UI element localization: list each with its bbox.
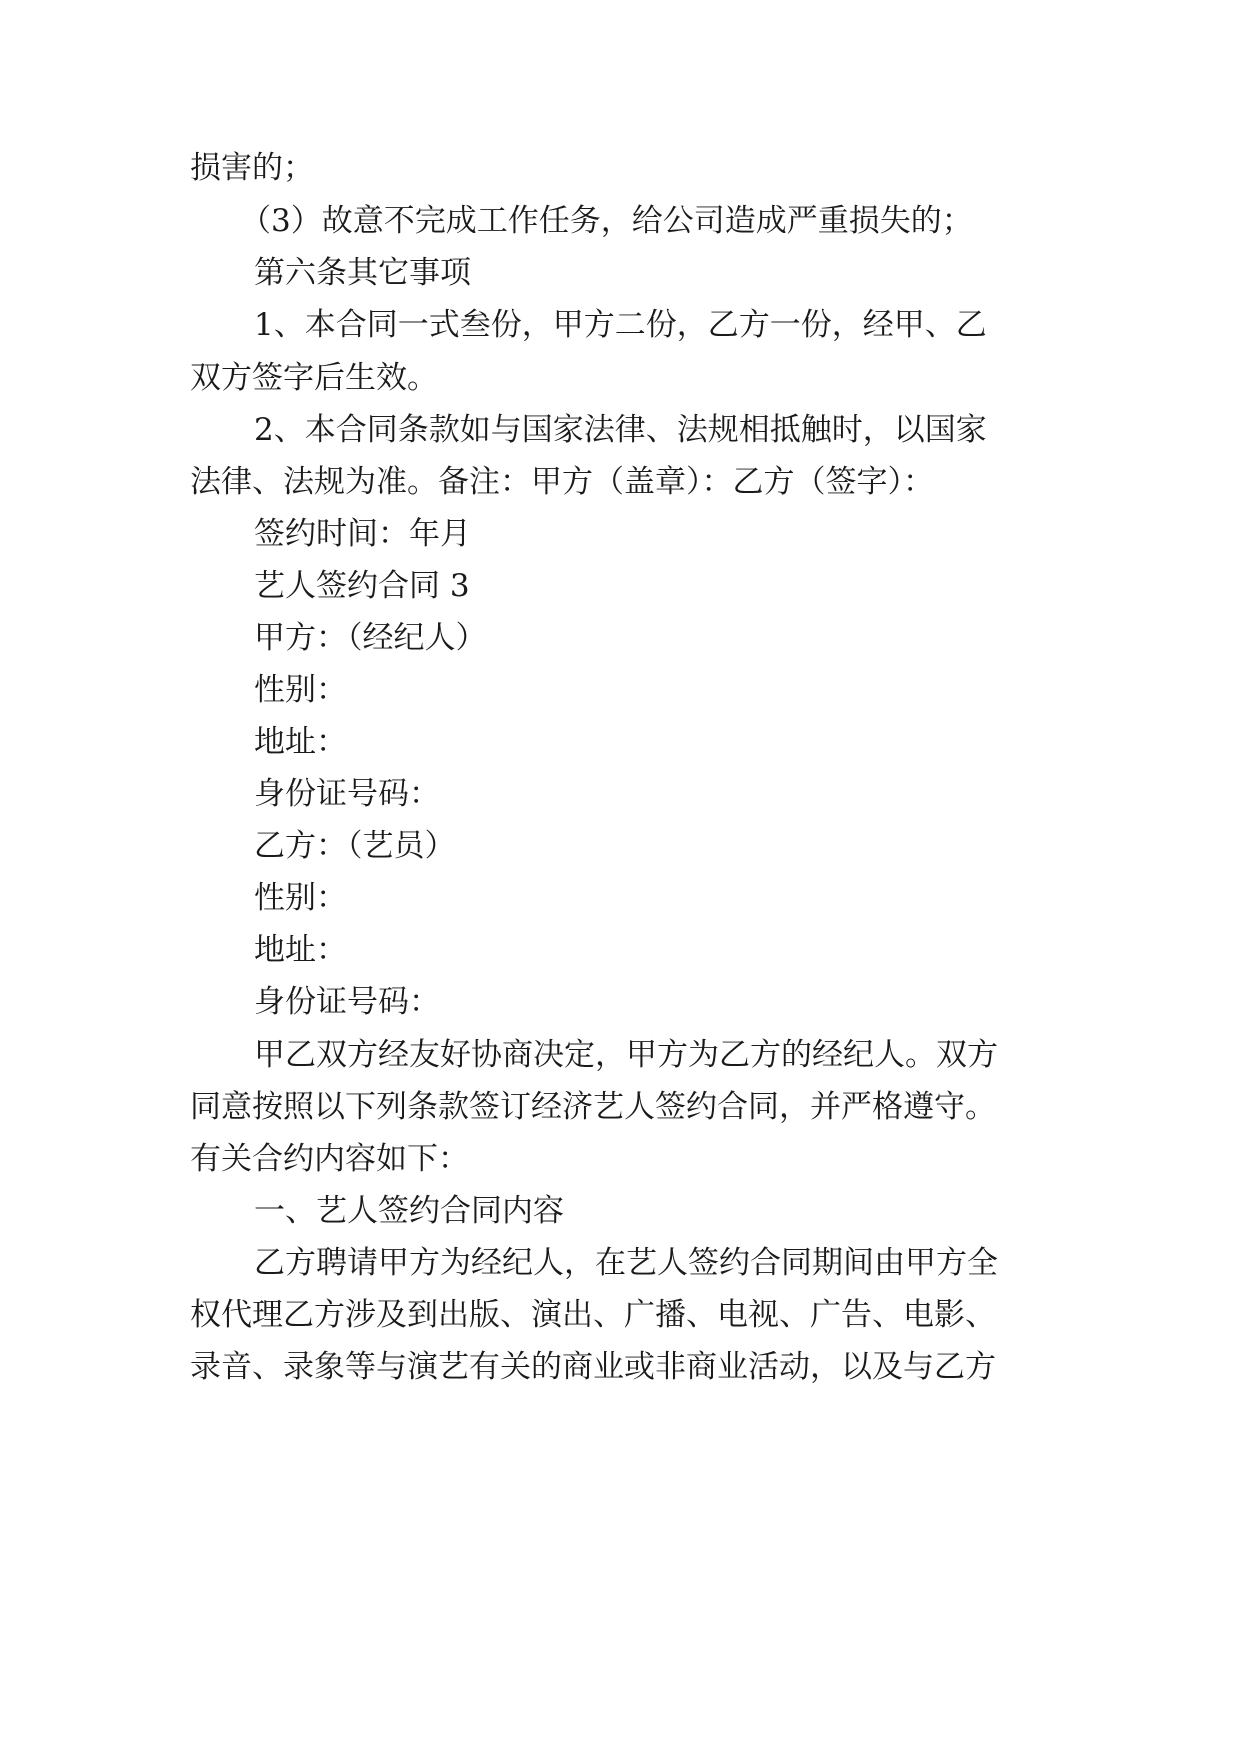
text-line: 1、本合同一式叁份，甲方二份，乙方一份，经甲、乙: [254, 307, 987, 343]
text-line: 法律、法规为准。备注：甲方（盖章）：乙方（签字）：: [190, 464, 934, 500]
text-line: 地址：: [254, 724, 347, 760]
text-line: 性别：: [254, 880, 347, 916]
text-line: 同意按照以下列条款签订经济艺人签约合同，并严格遵守。: [190, 1089, 996, 1125]
section-heading: 一、艺人签约合同内容: [254, 1193, 564, 1229]
text-line: 签约时间：年月: [254, 516, 471, 552]
text-line: 损害的；: [190, 150, 314, 186]
text-line: 录音、录象等与演艺有关的商业或非商业活动，以及与乙方: [190, 1349, 996, 1385]
text-line: 身份证号码：: [254, 984, 440, 1020]
text-line: 甲乙双方经友好协商决定，甲方为乙方的经纪人。双方: [254, 1037, 998, 1073]
text-line: 有关合约内容如下：: [190, 1141, 469, 1177]
text-line: 权代理乙方涉及到出版、演出、广播、电视、广告、电影、: [190, 1297, 996, 1333]
text-line: 乙方聘请甲方为经纪人，在艺人签约合同期间由甲方全: [254, 1245, 998, 1281]
text-line: 甲方：（经纪人）: [254, 620, 487, 656]
document-title: 艺人签约合同 3: [254, 568, 470, 604]
text-line: 双方签字后生效。: [190, 360, 438, 396]
section-heading: 第六条其它事项: [254, 255, 471, 291]
text-line: （3）故意不完成工作任务，给公司造成严重损失的；: [240, 203, 973, 239]
text-line: 性别：: [254, 672, 347, 708]
text-line: 地址：: [254, 932, 347, 968]
text-line: 2、本合同条款如与国家法律、法规相抵触时，以国家: [254, 412, 987, 448]
text-line: 乙方：（艺员）: [254, 828, 456, 864]
text-line: 身份证号码：: [254, 776, 440, 812]
